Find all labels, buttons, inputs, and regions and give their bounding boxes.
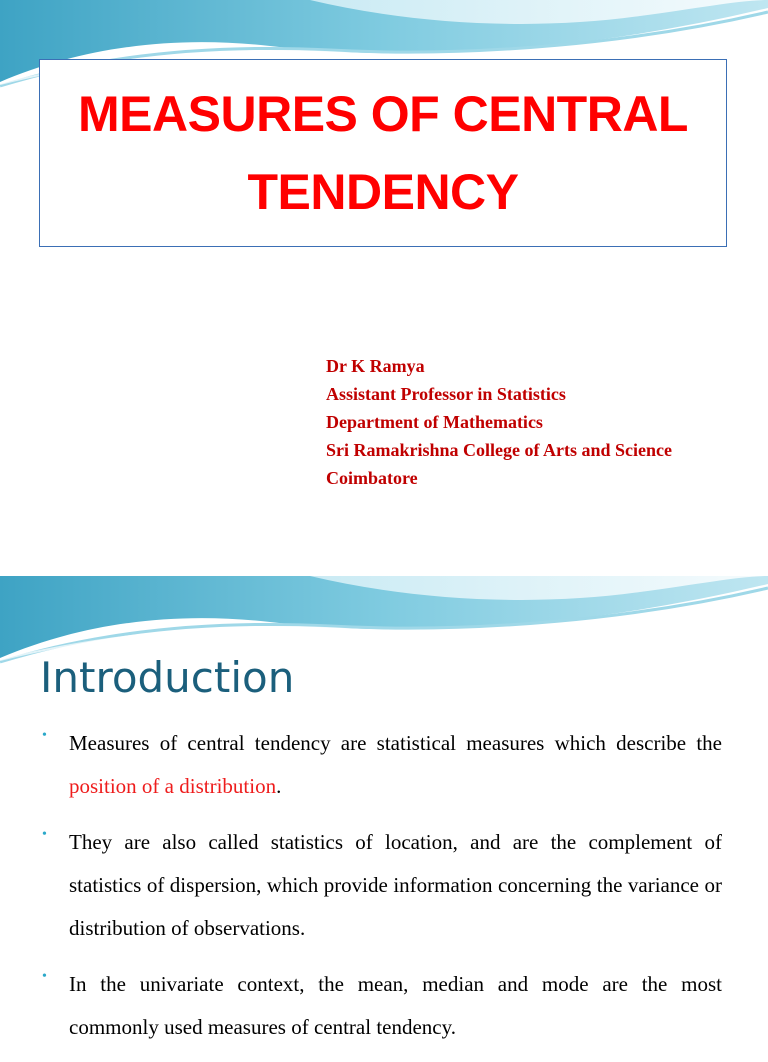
bullet-item: [42, 722, 722, 808]
title-line-2: TENDENCY: [247, 164, 519, 220]
introduction-slide: [0, 576, 768, 1039]
author-position: Assistant Professor in Statistics: [326, 384, 566, 404]
author-college: Sri Ramakrishna College of Arts and Science: [326, 440, 672, 460]
title-box: [39, 59, 727, 247]
author-department: Department of Mathematics: [326, 412, 543, 432]
bullet-list: [42, 722, 722, 1062]
author-block: [326, 352, 672, 492]
bullet-dot-icon: •: [42, 728, 47, 743]
bullet-text: In the univariate context, the mean, median and mode are the most commonly used measures of central tendency.: [69, 972, 722, 1039]
bullet-text: Measures of central tendency are statistical measures which describe the: [69, 731, 722, 755]
bullet-dot-icon: •: [42, 969, 47, 984]
highlighted-phrase: position of a distribution: [69, 774, 277, 798]
bullet-item: [42, 821, 722, 950]
bullet-dot-icon: •: [42, 827, 47, 842]
author-city: Coimbatore: [326, 468, 418, 488]
bullet-text-end: .: [276, 774, 282, 798]
title-line-1: MEASURES OF CENTRAL: [78, 86, 688, 142]
bullet-text: They are also called statistics of location, and are the complement of statistics of dispersion, which provide information concerning the variance or distribution of observations.: [69, 830, 722, 940]
bullet-item: [42, 963, 722, 1049]
author-name: Dr K Ramya: [326, 356, 425, 376]
slide-heading: Introduction: [40, 653, 295, 702]
slide-title: [78, 75, 688, 231]
